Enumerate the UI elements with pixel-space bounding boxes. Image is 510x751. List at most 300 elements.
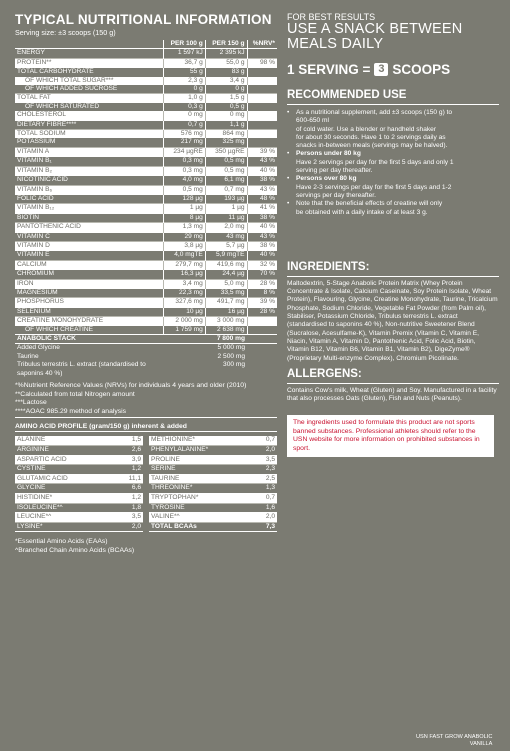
nutrition-row [15, 344, 277, 353]
amino-name: GLYCINE [15, 484, 114, 494]
amino-name: ARGININE [15, 446, 114, 456]
recommended-item-line: As a nutritional supplement, add ±3 scoops (150 g) to [296, 109, 453, 116]
nutrient-value: 234 µgRE [164, 147, 206, 156]
amino-row [15, 522, 143, 532]
nutrient-value: 193 µg [205, 194, 247, 203]
nutrient-name: VITAMIN A [15, 147, 164, 156]
amino-value: 11,1 [114, 474, 143, 484]
nutrient-value [247, 353, 277, 361]
bullet-icon: • [287, 150, 290, 158]
amino-right [149, 436, 277, 532]
allergens-title: ALLERGENS: [287, 368, 499, 384]
nutrient-value: 2,0 mg [205, 223, 247, 232]
nutrient-value [164, 361, 206, 369]
nutrient-value: 43 mg [205, 232, 247, 241]
amino-value: 1,5 [114, 436, 143, 445]
amino-row [15, 455, 143, 465]
nutrient-value: 1,5 g [205, 94, 247, 103]
nutrient-value [247, 317, 277, 326]
nutrient-value: 1,3 mg [164, 223, 206, 232]
recommended-item-line: be obtained with a daily intake of at least 3 g. [296, 208, 428, 216]
nutrient-value: 43 % [247, 232, 277, 241]
amino-name: SERINE [149, 465, 254, 475]
nutrient-value: 98 % [247, 58, 277, 67]
amino-name: ASPARTIC ACID [15, 455, 114, 465]
recommended-item [287, 175, 499, 200]
nutrient-name: VITAMIN B₁ [15, 157, 164, 166]
nutrition-row [15, 213, 277, 222]
recommended-item-body [296, 150, 454, 175]
amino-row [149, 503, 277, 513]
nutrient-value [164, 370, 206, 378]
nutrient-value: 864 mg [205, 130, 247, 139]
amino-value: 1,2 [114, 465, 143, 475]
nutrient-name: VITAMIN B₆ [15, 185, 164, 194]
nutrient-name: saponins 40 %) [17, 369, 63, 377]
nutrient-value: 33,5 mg [205, 288, 247, 297]
amino-value: 1,6 [254, 503, 277, 513]
amino-name: THREONINE* [149, 484, 254, 494]
serving-post: SCOOPS [392, 62, 451, 77]
nutrition-row [15, 130, 277, 139]
nutrition-row [15, 103, 277, 111]
nutrition-row [15, 223, 277, 232]
recommended-item [287, 150, 499, 175]
nutrition-row [15, 120, 277, 129]
nutrient-value [247, 370, 277, 378]
recommended-item-heading: Persons under 80 kg [296, 150, 361, 158]
nutrient-value [247, 344, 277, 353]
nutrition-footnote: **Calculated from total Nitrogen amount [15, 390, 135, 398]
amino-footnotes [15, 538, 277, 555]
amino-name: HISTIDINE* [15, 493, 114, 503]
nutrition-footnotes [15, 382, 277, 418]
nutrient-value: 24,4 µg [205, 270, 247, 279]
nutrition-footnote: ****AOAC 985.29 method of analysis [15, 408, 277, 419]
nutrition-panel [15, 12, 277, 556]
nutrient-name: CHROMIUM [15, 270, 164, 279]
nutrition-row [15, 58, 277, 67]
nutrition-row [15, 176, 277, 185]
amino-name: LYSINE* [15, 522, 114, 532]
amino-row [149, 484, 277, 494]
amino-row [149, 513, 277, 523]
amino-row [15, 465, 143, 475]
bullet-icon: • [287, 175, 290, 183]
nutrient-value: 1 µg [164, 204, 206, 213]
nutrient-value: 11 µg [205, 213, 247, 222]
nutrient-name: Taurine [17, 352, 39, 360]
nutrition-row [15, 317, 277, 326]
amino-name: VALINE*^ [149, 513, 254, 523]
nutrition-row [15, 307, 277, 316]
nutrient-name: CALCIUM [15, 260, 164, 269]
amino-value: 0,7 [254, 436, 277, 445]
nutrition-row [15, 68, 277, 77]
nutrient-value: 10 µg [164, 307, 206, 316]
amino-row [149, 493, 277, 503]
amino-name: ISOLEUCINE*^ [15, 503, 114, 513]
amino-name: CYSTINE [15, 465, 114, 475]
nutrient-value: 3,4 g [205, 77, 247, 85]
nutrient-value [247, 94, 277, 103]
nutrient-name: BIOTIN [15, 213, 164, 222]
amino-value: 3,9 [114, 455, 143, 465]
product-line-1: USN FAST GROW ANABOLIC [416, 734, 493, 740]
amino-name: GLUTAMIC ACID [15, 474, 114, 484]
serving-pre: 1 SERVING = [287, 62, 371, 77]
nutrient-value: 217 mg [164, 138, 206, 147]
nutrient-value [247, 68, 277, 77]
nutrient-value: 32 % [247, 260, 277, 269]
amino-row [15, 446, 143, 456]
nutrient-name: POTASSIUM [17, 138, 56, 146]
nutrient-value: 0,3 mg [164, 157, 206, 166]
ingredients-title: INGREDIENTS: [287, 261, 499, 277]
recommended-item-line: 600-650 ml [296, 117, 329, 125]
snack-heading-2: MEALS DAILY [287, 36, 384, 52]
recommended-item-body [296, 109, 452, 150]
nutrient-value: 5,9 mgTE [205, 251, 247, 260]
recommended-item-line: of cold water. Use a blender or handheld shaker [296, 125, 437, 133]
nutrient-value: 0,5 g [205, 103, 247, 111]
recommended-title: RECOMMENDED USE [287, 89, 499, 105]
bullet-icon: • [287, 200, 290, 208]
nutrition-row [15, 241, 277, 250]
nutrient-name: FOLIC ACID [15, 194, 164, 203]
nutrition-row [15, 147, 277, 156]
nutrient-name: VITAMIN B₁₂ [15, 204, 164, 213]
nutrient-value: 48 % [247, 194, 277, 203]
nutrition-row [15, 138, 277, 147]
nutrient-value: 0,3 mg [164, 166, 206, 175]
nutrient-name: PHOSPHORUS [15, 298, 164, 307]
nutrient-value: 4,0 mg [164, 176, 206, 185]
nutrition-row [15, 166, 277, 175]
amino-row [15, 474, 143, 484]
nutrient-value: 3 000 mg [205, 317, 247, 326]
nutrient-name: OF WHICH TOTAL SUGAR*** [15, 77, 164, 85]
nutrient-value: 8 % [247, 288, 277, 297]
nutrient-name: ENERGY [17, 49, 45, 57]
nutrient-value: 1,1 g [205, 120, 247, 129]
nutrition-table [15, 40, 277, 378]
nutrient-value [247, 130, 277, 139]
nutrient-value: 1 597 kJ [164, 49, 206, 58]
nutrient-value [205, 370, 247, 378]
nutrient-value: 38 % [247, 213, 277, 222]
nutrition-row [15, 157, 277, 166]
amino-name: PHENYLALANINE* [149, 446, 254, 456]
nutrition-header-cell [15, 40, 164, 49]
recommended-item-body [296, 200, 442, 217]
nutrient-name: PROTEIN** [15, 58, 164, 67]
recommended-item-line: for about 30 seconds. Have 1 to 2 servings daily as [296, 133, 446, 141]
amino-value: 2,5 [254, 474, 277, 484]
nutrition-row [15, 288, 277, 297]
nutrition-row [15, 335, 277, 344]
nutrient-value: 327,6 mg [164, 298, 206, 307]
amino-footnote: ^Branched Chain Amino Acids (BCAAs) [15, 546, 135, 554]
nutrient-name: PANTOTHENIC ACID [15, 223, 164, 232]
nutrient-name: TOTAL SODIUM [15, 130, 164, 139]
amino-row [15, 513, 143, 523]
nutrition-title: TYPICAL NUTRITIONAL INFORMATION [15, 12, 272, 27]
amino-left [15, 436, 143, 532]
recommended-item-body [296, 175, 451, 200]
nutrition-row [15, 85, 277, 94]
nutrient-value: 0,7 mg [205, 185, 247, 194]
recommended-item [287, 200, 499, 217]
nutrient-value: 43 % [247, 185, 277, 194]
nutrient-value: 8 µg [164, 213, 206, 222]
amino-value: 3,5 [254, 455, 277, 465]
nutrient-value: 2 000 mg [164, 317, 206, 326]
amino-row [149, 474, 277, 484]
nutrient-value: 0,5 mg [164, 185, 206, 194]
nutrient-value [247, 77, 277, 85]
best-results-label: FOR BEST RESULTS [287, 12, 376, 22]
amino-value: 6,6 [114, 484, 143, 494]
nutrition-header-cell: PER 100 g [164, 40, 206, 49]
nutrient-value: 0 mg [205, 111, 247, 120]
nutrient-name: IRON [15, 279, 164, 288]
nutrient-value: 300 mg [223, 361, 246, 369]
recommended-list [287, 109, 499, 217]
nutrient-value: 55,0 g [205, 58, 247, 67]
recommended-item [287, 109, 499, 150]
nutrient-name: SELENIUM [15, 307, 164, 316]
amino-title: AMINO ACID PROFILE (gram/150 g) inherent & added [15, 423, 277, 432]
nutrition-row [15, 326, 277, 335]
amino-name: METHIONINE* [149, 436, 254, 445]
nutrient-value: 40 % [247, 223, 277, 232]
product-name [416, 734, 492, 748]
nutrient-value: 41 % [247, 204, 277, 213]
nutrient-value: 39 % [247, 147, 277, 156]
nutrient-value: 576 mg [164, 130, 206, 139]
nutrient-value: 5,0 mg [205, 279, 247, 288]
amino-value: 2,0 [254, 513, 277, 523]
nutrient-name: MAGNESIUM [15, 288, 164, 297]
nutrition-row [15, 270, 277, 279]
nutrient-value [247, 138, 277, 147]
nutrient-value: 16 µg [205, 307, 247, 316]
amino-row [149, 522, 277, 532]
nutrient-value: 70 % [247, 270, 277, 279]
nutrient-name: TOTAL FAT [15, 94, 164, 103]
nutrient-value: 38 % [247, 241, 277, 250]
nutrient-value: 419,6 mg [205, 260, 247, 269]
nutrient-value: 1 µg [205, 204, 247, 213]
nutrition-header-cell: %NRV* [247, 40, 277, 49]
nutrient-name: TOTAL CARBOHYDRATE [15, 68, 164, 77]
ingredients-text: Maltodextrin, 5-Stage Anabolic Protein Matrix (Whey Protein Concentrate & Isolate, Calcium Caseinate, Soy Protein Isolate, Wheat Protein), Flavouring, Glycine, Creatine Monohydrate, Taurine, Tricalcium Phosphate, Sodium Chloride, Vegetable Fat Powder (from Palm oil), Stabiliser, Potassium Chloride, Tribulus terrestris L. extract (standardised to saponins 40 %), Non-nutritive Sweetener Blend (Sucralose, Acesulfame-K), Vitamin Premix (Vitamin C, Vitamin E, Niacin, Vitamin A, Vitamin D, Pantothenic Acid, Folic Acid, Biotin, Vitamin B12, Vitamin B6, Vitamin B1, Vitamin B2), DigeZyme® (Proprietary Multi-enzyme Complex), Chromium Picolinate. [287, 279, 498, 362]
nutrient-value: 350 µgRE [205, 147, 247, 156]
nutrient-name: VITAMIN D [15, 241, 164, 250]
recommended-item-line: Have 2 servings per day for the first 5 days and only 1 [296, 158, 454, 166]
nutrition-row [15, 370, 277, 378]
nutrient-value: 5 000 mg [205, 344, 247, 353]
recommended-item-line: Have 2-3 servings per day for the first 5 days and 1-2 [296, 183, 452, 191]
serving-size: Serving size: ±3 scoops (150 g) [15, 28, 116, 37]
scoop-count-badge: 3 [374, 63, 388, 76]
nutrition-footnote: ***Lactose [15, 399, 47, 407]
nutrient-name: VITAMIN E [15, 251, 164, 260]
usage-panel [287, 12, 499, 457]
nutrient-value: 38 % [247, 176, 277, 185]
nutrition-header-cell: PER 150 g [205, 40, 247, 49]
nutrient-name: OF WHICH SATURATED [25, 102, 100, 110]
nutrient-name: OF WHICH ADDED SUCROSE [25, 85, 118, 93]
nutrition-row [15, 49, 277, 58]
nutrient-value: 83 g [205, 68, 247, 77]
nutrition-footnote: *%Nutrient Reference Values (NRVs) for individuals 4 years and older (2010) [15, 382, 247, 390]
nutrient-value: 3,8 µg [164, 241, 206, 250]
nutrient-value: 0,3 g [164, 103, 206, 111]
amino-row [149, 436, 277, 445]
nutrient-value: 39 % [247, 298, 277, 307]
amino-footnote: *Essential Amino Acids (EAAs) [15, 538, 108, 546]
nutrient-name: VITAMIN B₂ [15, 166, 164, 175]
amino-name: PROLINE [149, 455, 254, 465]
amino-value: 2,0 [254, 446, 277, 456]
amino-name: ALANINE [15, 436, 114, 445]
nutrition-row [15, 251, 277, 260]
nutrition-row [15, 185, 277, 194]
nutrition-row [15, 194, 277, 203]
nutrient-value: 0 g [164, 85, 206, 94]
nutrient-value: 36,7 g [164, 58, 206, 67]
amino-name: LEUCINE*^ [15, 513, 114, 523]
amino-name: TRYPTOPHAN* [149, 493, 254, 503]
nutrient-value: 55 g [164, 68, 206, 77]
nutrient-value: 2 500 mg [217, 352, 246, 360]
nutrition-row [15, 232, 277, 241]
recommended-item-line: servings per day thereafter. [296, 191, 376, 199]
nutrient-value: 22,3 mg [164, 288, 206, 297]
nutrient-value [247, 326, 277, 335]
nutrient-value: 40 % [247, 251, 277, 260]
nutrition-row [15, 111, 277, 120]
amino-table [15, 436, 277, 532]
nutrient-name: OF WHICH CREATINE [25, 325, 94, 333]
nutrient-name: VITAMIN C [15, 232, 164, 241]
nutrient-value: 28 % [247, 307, 277, 316]
amino-value: 3,5 [114, 513, 143, 523]
nutrient-value [247, 49, 277, 58]
product-line-2: VANILLA [469, 741, 493, 747]
amino-row [15, 484, 143, 494]
amino-value: 7,3 [254, 522, 277, 532]
nutrition-row [15, 94, 277, 103]
amino-value: 2,0 [114, 522, 143, 532]
nutrient-value: 7 800 mg [205, 335, 247, 344]
allergens-text: Contains Cow's milk, Wheat (Gluten) and Soy. Manufactured in a facility that also processes Oats (Gluten), Fish and Nuts (Peanuts). [287, 386, 497, 403]
amino-row [15, 503, 143, 513]
bullet-icon: • [287, 109, 290, 116]
nutrient-value: 0 mg [164, 111, 206, 120]
amino-row [149, 465, 277, 475]
nutrition-row [15, 361, 277, 369]
nutrient-value [247, 103, 277, 111]
amino-row [149, 446, 277, 456]
nutrient-name: DIETARY FIBRE**** [15, 120, 164, 129]
nutrient-value: 2 395 kJ [205, 49, 247, 58]
nutrient-value: 279,7 mg [164, 260, 206, 269]
nutrient-name: CREATINE MONOHYDRATE [15, 317, 164, 326]
amino-value: 2,3 [254, 465, 277, 475]
nutrient-value [247, 85, 277, 94]
amino-value: 1,3 [254, 484, 277, 494]
amino-row [15, 436, 143, 445]
nutrient-value: 16,3 µg [164, 270, 206, 279]
nutrient-value [247, 111, 277, 120]
nutrition-row [15, 77, 277, 85]
amino-value: 2,6 [114, 446, 143, 456]
nutrient-name: Tribulus terrestris L. extract (standardised to [17, 361, 146, 369]
nutrient-name: ANABOLIC STACK [15, 335, 164, 344]
nutrient-value: 0,7 g [164, 120, 206, 129]
amino-name: TOTAL BCAAs [149, 522, 254, 532]
serving-line [287, 62, 499, 77]
nutrient-value: 325 mg [205, 138, 247, 147]
recommended-item-line: Note that the beneficial effects of creatine will only [296, 200, 443, 208]
nutrient-value: 4,0 mgTE [164, 251, 206, 260]
amino-value: 1,2 [114, 493, 143, 503]
nutrient-value: 1 759 mg [164, 326, 206, 335]
nutrition-row [15, 260, 277, 269]
snack-heading-1: USE A SNACK BETWEEN [287, 21, 463, 37]
recommended-item-heading: Persons over 80 kg [296, 175, 357, 183]
nutrient-value [164, 335, 206, 344]
nutrient-name: CHOLESTEROL [15, 111, 164, 120]
nutrient-value [247, 361, 277, 369]
nutrient-value [247, 120, 277, 129]
nutrient-value: 0,5 mg [205, 166, 247, 175]
nutrient-value: 28 % [247, 279, 277, 288]
nutrient-name: NICOTINIC ACID [15, 176, 164, 185]
nutrient-value: 43 % [247, 157, 277, 166]
nutrient-value: 40 % [247, 166, 277, 175]
nutrition-row [15, 298, 277, 307]
nutrient-name: Added Glycine [15, 344, 164, 353]
recommended-item-line: serving per day thereafter. [296, 167, 373, 175]
amino-name: TYROSINE [149, 503, 254, 513]
nutrition-header-row [15, 40, 277, 49]
nutrient-value: 29 mg [164, 232, 206, 241]
nutrient-value [164, 353, 206, 361]
nutrient-value: 1,0 g [164, 94, 206, 103]
amino-value: 0,7 [254, 493, 277, 503]
nutrient-value: 491,7 mg [205, 298, 247, 307]
nutrient-value: 0,5 mg [205, 157, 247, 166]
nutrient-value: 5,7 µg [205, 241, 247, 250]
nutrient-value: 128 µg [164, 194, 206, 203]
banned-substances-note: The ingredients used to formulate this product are not sports banned substances. Professional athletes should refer to the USN website for more information on prohibited substances in sport. [287, 415, 494, 457]
nutrient-value [247, 335, 277, 344]
nutrient-value: 3,4 mg [164, 279, 206, 288]
nutrition-row [15, 353, 277, 361]
nutrition-row [15, 204, 277, 213]
amino-row [149, 455, 277, 465]
nutrient-value: 2 638 mg [205, 326, 247, 335]
amino-row [15, 493, 143, 503]
amino-name: TAURINE [149, 474, 254, 484]
recommended-item-line: snacks in-between meals (servings may be halved). [296, 142, 448, 150]
nutrient-value: 6,1 mg [205, 176, 247, 185]
nutrient-value [164, 344, 206, 353]
